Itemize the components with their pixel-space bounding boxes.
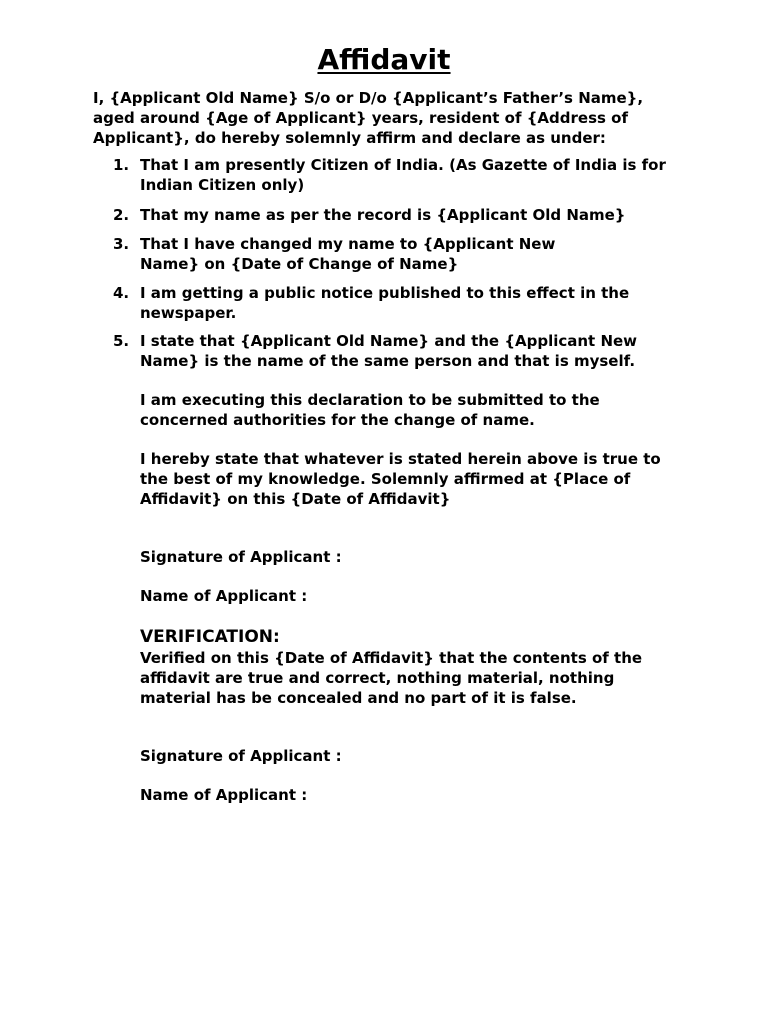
list-item-number: 4. (113, 284, 130, 302)
list-item-number: 1. (113, 156, 130, 174)
applicant-name-label: Name of Applicant : (140, 786, 308, 804)
document-title: Affidavit (317, 43, 451, 76)
list-item (113, 205, 683, 225)
intro-paragraph: I, {Applicant Old Name} S/o or D/o {Applicant’s Father’s Name}, aged around {Age of Applicant} years, resident of {Address of Applicant}, do hereby solemnly affirm and declare as under: (93, 89, 644, 147)
list-item (113, 331, 683, 371)
list-item-number: 3. (113, 235, 130, 253)
list-item (113, 283, 683, 323)
list-item-text: I am getting a public notice published to this effect in the newspaper. (140, 284, 630, 322)
list-item-text: That I have changed my name to {Applicant New Name} on {Date of Change of Name} (140, 235, 556, 273)
signature-label: Signature of Applicant : (140, 747, 342, 765)
applicant-name-label: Name of Applicant : (140, 587, 308, 605)
list-item-text: That I am presently Citizen of India. (As Gazette of India is for Indian Citizen only) (140, 156, 666, 194)
list-item (113, 234, 683, 274)
verification-paragraph: Verified on this {Date of Affidavit} that the contents of the affidavit are true and correct, nothing material, nothing material has be concealed and no part of it is false. (140, 649, 643, 707)
verification-heading: VERIFICATION: (140, 627, 280, 647)
list-item-text: I state that {Applicant Old Name} and the {Applicant New Name} is the name of the same person and that is myself. (140, 332, 638, 370)
list-item (113, 155, 683, 195)
signature-label: Signature of Applicant : (140, 548, 342, 566)
declaration-paragraph: I am executing this declaration to be submitted to the concerned authorities for the change of name. (140, 391, 600, 429)
list-item-number: 5. (113, 332, 130, 350)
list-item-number: 2. (113, 206, 130, 224)
list-item-text: That my name as per the record is {Applicant Old Name} (140, 206, 626, 224)
knowledge-paragraph: I hereby state that whatever is stated herein above is true to the best of my knowledge. Solemnly affirmed at {Place of Affidavit} on this {Date of Affidavit} (140, 450, 661, 508)
